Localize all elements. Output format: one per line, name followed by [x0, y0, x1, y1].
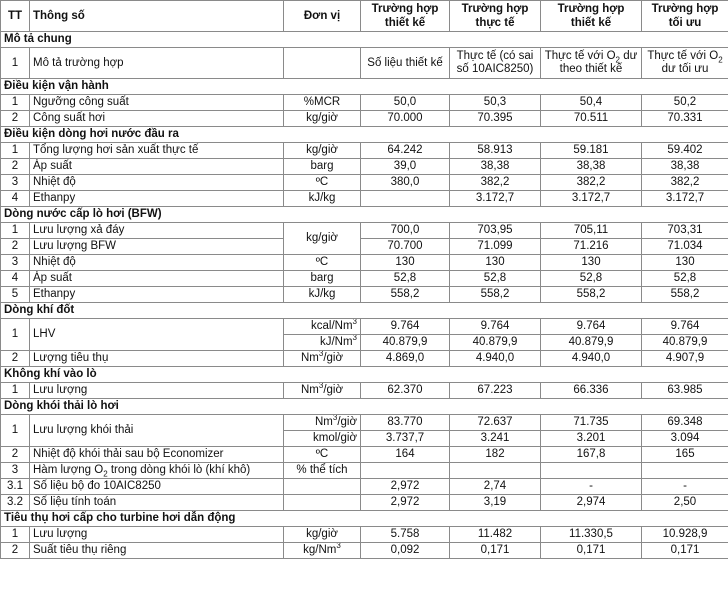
cell-value: 70.511	[541, 111, 642, 127]
cell-value: 380,0	[361, 175, 450, 191]
table-row	[1, 383, 728, 399]
cell-value: 70.395	[450, 111, 541, 127]
cell-param: Mô tả trường hợp	[30, 48, 284, 79]
cell-unit: kJ/kg	[284, 191, 361, 207]
cell-value: 0,171	[642, 543, 728, 559]
cell-value: 558,2	[450, 287, 541, 303]
table-row	[1, 463, 728, 479]
cell-value: 130	[361, 255, 450, 271]
cell-value: 38,38	[450, 159, 541, 175]
cell-unit: ºC	[284, 255, 361, 271]
header-unit: Đơn vị	[284, 1, 361, 32]
cell-unit: kg/Nm$^3$	[284, 543, 361, 559]
cell-value: 703,31	[642, 223, 728, 239]
cell-value: 83.770	[361, 415, 450, 431]
cell-tt: 1	[1, 527, 30, 543]
cell-value: 2,50	[642, 495, 728, 511]
cell-value: 3.737,7	[361, 431, 450, 447]
cell-value: 9.764	[541, 319, 642, 335]
cell-value: 58.913	[450, 143, 541, 159]
cell-value: 69.348	[642, 415, 728, 431]
cell-value: 66.336	[541, 383, 642, 399]
cell-value: 2,74	[450, 479, 541, 495]
cell-value: 59.402	[642, 143, 728, 159]
cell-param: Ethanpy	[30, 287, 284, 303]
cell-value: -	[541, 479, 642, 495]
cell-tt: 2	[1, 447, 30, 463]
cell-value: 38,38	[541, 159, 642, 175]
section-header	[1, 32, 728, 48]
table-row	[1, 287, 728, 303]
cell-value: 70.331	[642, 111, 728, 127]
cell-value: 3,19	[450, 495, 541, 511]
cell-value: 167,8	[541, 447, 642, 463]
table-row	[1, 415, 728, 431]
cell-value: 10.928,9	[642, 527, 728, 543]
cell-value: 9.764	[361, 319, 450, 335]
table-row	[1, 95, 728, 111]
table-row	[1, 111, 728, 127]
cell-param: Lưu lượng khói thải	[30, 415, 284, 447]
cell-value: 11.482	[450, 527, 541, 543]
cell-value: 2,972	[361, 479, 450, 495]
cell-param: Nhiệt độ khói thải sau bộ Economizer	[30, 447, 284, 463]
cell-tt: 1	[1, 143, 30, 159]
cell-value: 11.330,5	[541, 527, 642, 543]
cell-tt: 3.1	[1, 479, 30, 495]
table-row	[1, 543, 728, 559]
cell-param: Lượng tiêu thụ	[30, 351, 284, 367]
cell-unit: kmol/giờ	[284, 431, 361, 447]
cell-value: 71.216	[541, 239, 642, 255]
section-title: Dòng khí đốt	[1, 303, 728, 319]
cell-unit: kg/giờ	[284, 223, 361, 255]
cell-param: Ethanpy	[30, 191, 284, 207]
header-case-optimal: Trường hợp tối ưu	[642, 1, 728, 32]
cell-value: 4.940,0	[450, 351, 541, 367]
cell-tt: 1	[1, 383, 30, 399]
cell-tt: 3	[1, 255, 30, 271]
cell-value: 38,38	[642, 159, 728, 175]
cell-tt: 2	[1, 543, 30, 559]
cell-tt: 1	[1, 415, 30, 447]
cell-unit	[284, 479, 361, 495]
cell-value: 3.172,7	[450, 191, 541, 207]
cell-value: 71.099	[450, 239, 541, 255]
cell-value: 705,11	[541, 223, 642, 239]
header-case-actual: Trường hợp thực tế	[450, 1, 541, 32]
cell-value: 52,8	[642, 271, 728, 287]
cell-tt: 4	[1, 271, 30, 287]
cell-value: 0,092	[361, 543, 450, 559]
section-title: Điều kiện dòng hơi nước đầu ra	[1, 127, 728, 143]
cell-value: 3.172,7	[541, 191, 642, 207]
cell-unit: Nm$^3$/giờ	[284, 383, 361, 399]
cell-value: 70.700	[361, 239, 450, 255]
cell-tt: 5	[1, 287, 30, 303]
section-title: Điều kiện vận hành	[1, 79, 728, 95]
cell-param: Áp suất	[30, 159, 284, 175]
cell-unit: kJ/Nm$^3$	[284, 335, 361, 351]
cell-value: 40.879,9	[361, 335, 450, 351]
cell-value: Thực tế (có sai số 10AIC8250)	[450, 48, 541, 79]
table-row	[1, 479, 728, 495]
cell-tt: 3.2	[1, 495, 30, 511]
cell-value: -	[642, 479, 728, 495]
cell-value: 50,3	[450, 95, 541, 111]
cell-value: 2,974	[541, 495, 642, 511]
cell-value: 382,2	[450, 175, 541, 191]
cell-value: 50,4	[541, 95, 642, 111]
cell-param: Lưu lượng BFW	[30, 239, 284, 255]
section-header	[1, 511, 728, 527]
cell-value: 0,171	[450, 543, 541, 559]
cell-unit: kg/giờ	[284, 143, 361, 159]
cell-unit: ºC	[284, 447, 361, 463]
cell-tt: 3	[1, 175, 30, 191]
table-row	[1, 351, 728, 367]
table-row	[1, 495, 728, 511]
cell-value: 64.242	[361, 143, 450, 159]
cell-param: Suất tiêu thụ riêng	[30, 543, 284, 559]
cell-value: Số liệu thiết kế	[361, 48, 450, 79]
cell-unit: barg	[284, 159, 361, 175]
cell-value: 63.985	[642, 383, 728, 399]
cell-value: 558,2	[642, 287, 728, 303]
cell-value: 3.201	[541, 431, 642, 447]
cell-value: 4.940,0	[541, 351, 642, 367]
cell-value: 52,8	[541, 271, 642, 287]
cell-unit: kJ/kg	[284, 287, 361, 303]
cell-unit: Nm$^3$/giờ	[284, 351, 361, 367]
header-row	[1, 1, 728, 32]
cell-tt: 2	[1, 111, 30, 127]
cell-param: Nhiệt độ	[30, 255, 284, 271]
table-row	[1, 319, 728, 335]
cell-value: 50,2	[642, 95, 728, 111]
cell-unit: kg/giờ	[284, 111, 361, 127]
table-row	[1, 223, 728, 239]
cell-value: 164	[361, 447, 450, 463]
section-header	[1, 303, 728, 319]
cell-value: 50,0	[361, 95, 450, 111]
cell-unit: barg	[284, 271, 361, 287]
cell-value	[450, 463, 541, 479]
table-row	[1, 191, 728, 207]
cell-value: 9.764	[642, 319, 728, 335]
cell-value: Thực tế với $O_2$ dư theo thiết kế	[541, 48, 642, 79]
table-row	[1, 48, 728, 79]
header-param: Thông số	[30, 1, 284, 32]
cell-value: 40.879,9	[450, 335, 541, 351]
cell-value: 59.181	[541, 143, 642, 159]
cell-value: 71.034	[642, 239, 728, 255]
section-header	[1, 79, 728, 95]
cell-value: 382,2	[541, 175, 642, 191]
cell-value	[361, 463, 450, 479]
cell-unit: %MCR	[284, 95, 361, 111]
cell-unit: Nm$^3$/giờ	[284, 415, 361, 431]
cell-value: 0,171	[541, 543, 642, 559]
cell-param: Nhiệt độ	[30, 175, 284, 191]
cell-tt: 1	[1, 48, 30, 79]
cell-tt: 2	[1, 159, 30, 175]
cell-unit	[284, 48, 361, 79]
table-row	[1, 255, 728, 271]
section-title: Dòng khói thải lò hơi	[1, 399, 728, 415]
section-title: Tiêu thụ hơi cấp cho turbine hơi dẫn động	[1, 511, 728, 527]
cell-value: 558,2	[541, 287, 642, 303]
cell-value: 4.869,0	[361, 351, 450, 367]
cell-tt: 2	[1, 351, 30, 367]
section-header	[1, 399, 728, 415]
cell-value: 2,972	[361, 495, 450, 511]
cell-param: Số liệu tính toán	[30, 495, 284, 511]
table-row	[1, 159, 728, 175]
section-title: Dòng nước cấp lò hơi (BFW)	[1, 207, 728, 223]
cell-unit: kcal/Nm$^3$	[284, 319, 361, 335]
cell-value: 70.000	[361, 111, 450, 127]
cell-param: LHV	[30, 319, 284, 351]
cell-tt: 1	[1, 95, 30, 111]
cell-param: Lưu lượng xả đáy	[30, 223, 284, 239]
cell-value: Thực tế với $O_2$ dư tối ưu	[642, 48, 728, 79]
section-header	[1, 367, 728, 383]
cell-value	[642, 463, 728, 479]
table-row	[1, 239, 728, 255]
cell-value: 700,0	[361, 223, 450, 239]
cell-param: Số liệu bộ đo 10AIC8250	[30, 479, 284, 495]
cell-value: 165	[642, 447, 728, 463]
cell-value: 40.879,9	[642, 335, 728, 351]
cell-value: 9.764	[450, 319, 541, 335]
cell-value: 130	[450, 255, 541, 271]
cell-unit: kg/giờ	[284, 527, 361, 543]
cell-param: Ngưỡng công suất	[30, 95, 284, 111]
cell-value: 71.735	[541, 415, 642, 431]
cell-value: 62.370	[361, 383, 450, 399]
cell-unit: % thể tích	[284, 463, 361, 479]
header-case-design: Trường hợp thiết kế	[361, 1, 450, 32]
cell-value	[541, 463, 642, 479]
cell-param: Hàm lượng $O_2$ trong dòng khói lò (khí khô)	[30, 463, 284, 479]
cell-value: 558,2	[361, 287, 450, 303]
cell-value: 39,0	[361, 159, 450, 175]
cell-value	[361, 191, 450, 207]
cell-param: Áp suất	[30, 271, 284, 287]
cell-param: Tổng lượng hơi sản xuất thực tế	[30, 143, 284, 159]
cell-value: 52,8	[361, 271, 450, 287]
cell-unit: ºC	[284, 175, 361, 191]
cell-value: 382,2	[642, 175, 728, 191]
section-title: Mô tả chung	[1, 32, 728, 48]
table-row	[1, 143, 728, 159]
cell-value: 130	[642, 255, 728, 271]
table-row	[1, 527, 728, 543]
cell-tt: 1	[1, 223, 30, 239]
cell-value: 67.223	[450, 383, 541, 399]
cell-value: 4.907,9	[642, 351, 728, 367]
header-case-design-2: Trường hợp thiết kế	[541, 1, 642, 32]
cell-param: Lưu lượng	[30, 527, 284, 543]
cell-value: 182	[450, 447, 541, 463]
cell-value: 3.172,7	[642, 191, 728, 207]
cell-value: 703,95	[450, 223, 541, 239]
cell-value: 72.637	[450, 415, 541, 431]
cell-param: Lưu lượng	[30, 383, 284, 399]
cell-param: Công suất hơi	[30, 111, 284, 127]
table-row	[1, 271, 728, 287]
cell-value: 3.094	[642, 431, 728, 447]
header-tt: TT	[1, 1, 30, 32]
cell-tt: 2	[1, 239, 30, 255]
section-title: Không khí vào lò	[1, 367, 728, 383]
table-row	[1, 175, 728, 191]
cell-value: 130	[541, 255, 642, 271]
cell-tt: 4	[1, 191, 30, 207]
section-header	[1, 207, 728, 223]
cell-value: 5.758	[361, 527, 450, 543]
cell-value: 52,8	[450, 271, 541, 287]
cell-value: 3.241	[450, 431, 541, 447]
section-header	[1, 127, 728, 143]
cell-tt: 3	[1, 463, 30, 479]
cell-unit	[284, 495, 361, 511]
cell-value: 40.879,9	[541, 335, 642, 351]
cell-tt: 1	[1, 319, 30, 351]
table-row	[1, 447, 728, 463]
